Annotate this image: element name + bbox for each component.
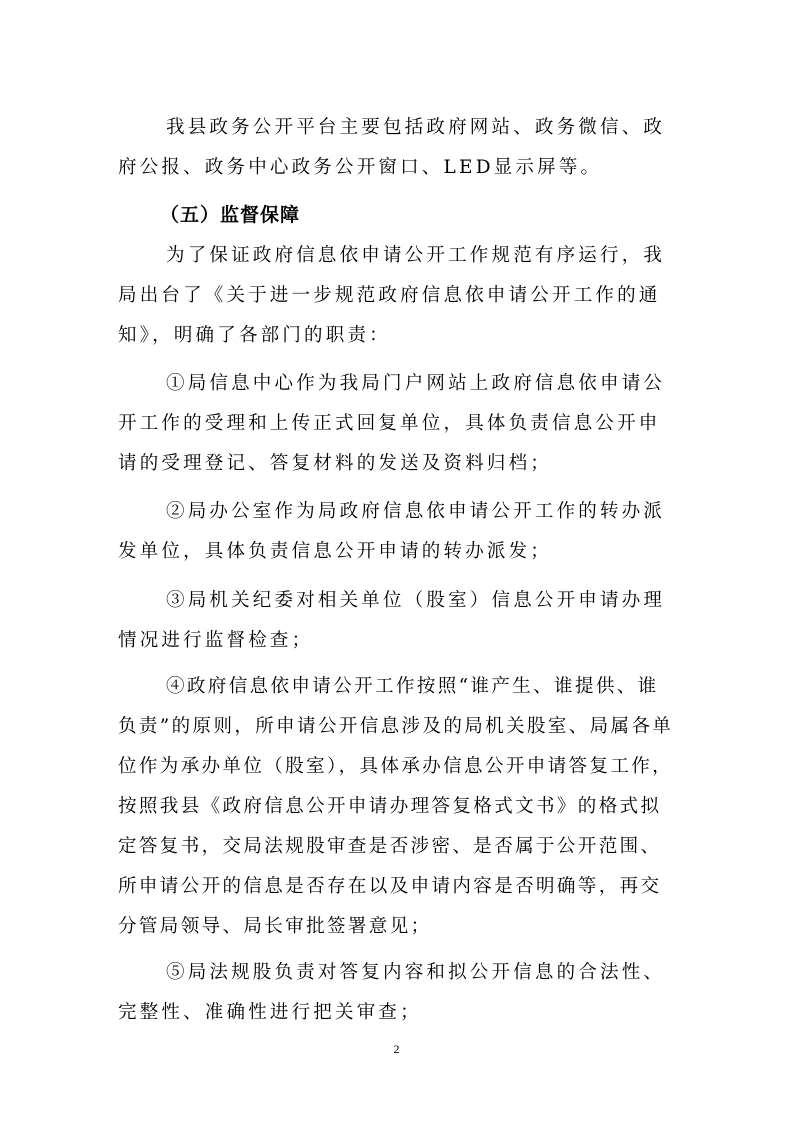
paragraph-item-2: ②局办公室作为局政府信息依申请公开工作的转办派发单位，具体负责信息公开申请的转办派发； <box>118 501 666 562</box>
paragraph-item-4: ④政府信息依申请公开工作按照“谁产生、谁提供、谁负责”的原则，所申请公开信息涉及的局机关股室、局属各单位作为承办单位（股室），具体承办信息公开申请答复工作，按照我县《政府信息公开申请办理答复格式文书》的格式拟定答复书，交局法规股审查是否涉密、是否属于公开范围、所申请公开的信息是否存在以及申请内容是否明确等，再交分管局领导、局长审批签署意见； <box>118 676 674 937</box>
paragraph-intro: 为了保证政府信息依申请公开工作规范有序运行，我局出台了《关于进一步规范政府信息依申请公开工作的通知》，明确了各部门的职责： <box>118 245 666 346</box>
paragraph-platforms: 我县政务公开平台主要包括政府网站、政务微信、政府公报、政务中心政务公开窗口、LED显示屏等。 <box>118 117 666 178</box>
section-heading-supervision: （五）监督保障 <box>160 204 301 226</box>
paragraph-item-5: ⑤局法规股负责对答复内容和拟公开信息的合法性、完整性、准确性进行把关审查； <box>118 962 666 1023</box>
paragraph-item-3: ③局机关纪委对相关单位（股室）信息公开申请办理情况进行监督检查； <box>118 590 666 651</box>
paragraph-item-1: ①局信息中心作为我局门户网站上政府信息依申请公开工作的受理和上传正式回复单位，具体负责信息公开申请的受理登记、答复材料的发送及资料归档； <box>118 373 666 474</box>
page-number: 2 <box>393 1042 400 1056</box>
